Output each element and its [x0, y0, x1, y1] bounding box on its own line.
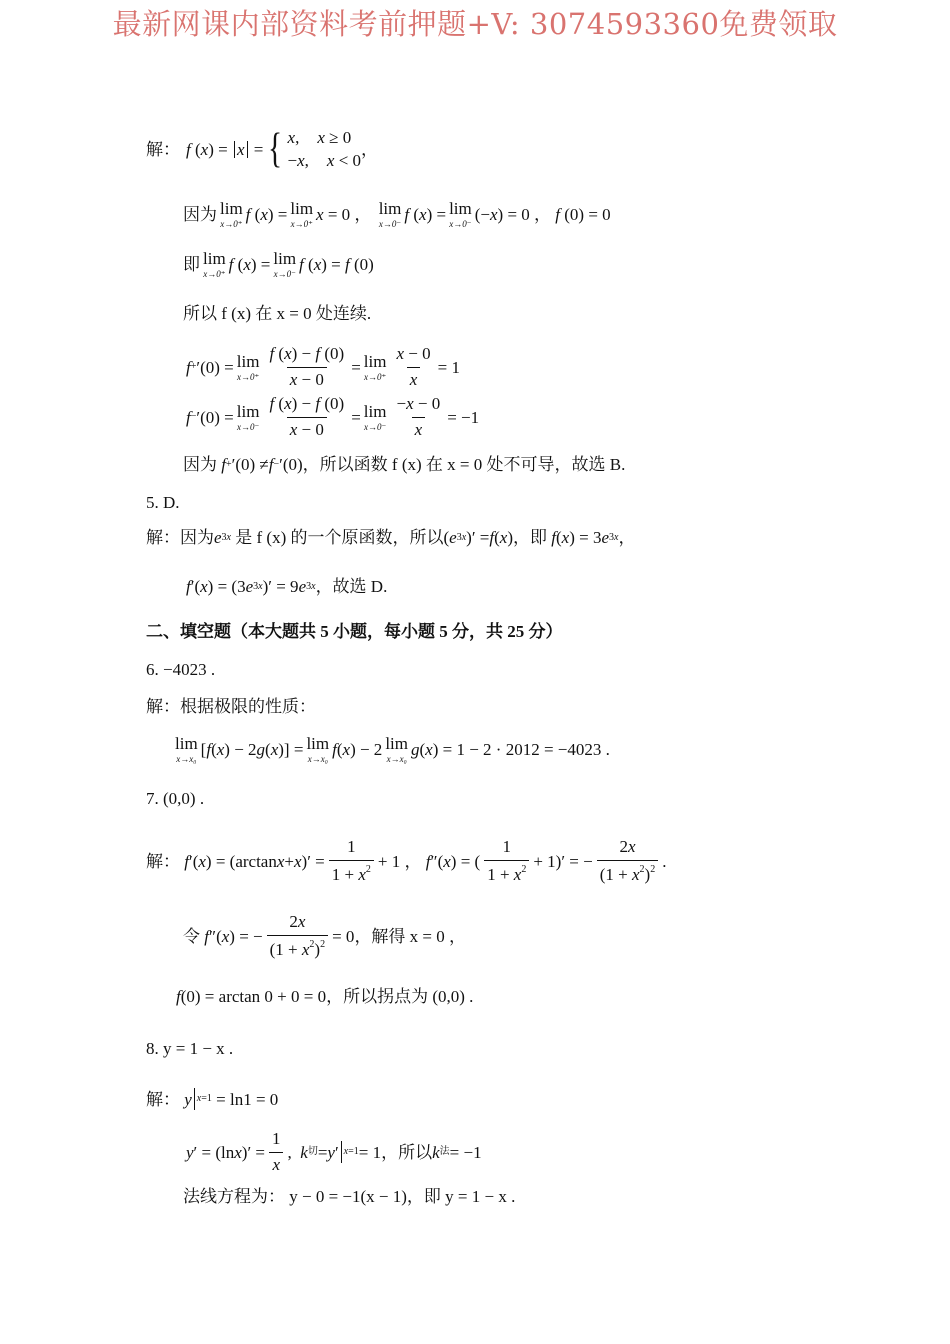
solution-label: 解：: [146, 139, 180, 159]
watermark-banner: 最新网课内部资料考前押题+V: 3074593360免费领取: [112, 7, 838, 41]
q4-continuity-line: 所以 f (x) 在 x = 0 处连续.: [183, 304, 372, 323]
q7-derivatives-line: 解： f ′( x ) = (arctan x + x )′ = $\frac{1}{1 + x^2}$ + 1 ， f ″( x ) = ( $\frac{1}{1 + x^2}$ + 1)′ = − $\frac{2x}{(1 + x^2)^2}$ .: [146, 837, 667, 884]
q8-value-line: 解： y x=1 = ln1 = 0: [146, 1089, 279, 1109]
q7-solve-line: 令 f ″( x ) = − $\frac{2x}{(1 + x^2)^2}$ = 0 ，解得 x = 0 ，: [183, 912, 467, 959]
section-heading: 二、填空题（本大题共 5 小题，每小题 5 分，共 25 分）: [146, 622, 563, 641]
q6-solution-intro: 解：根据极限的性质：: [146, 697, 316, 716]
q8-slope-line: y ′ = (ln x )′ = $\frac{1}{x}$ , k 切 = y ′ x=1 = 1 ，所以 k 法 = −1: [186, 1129, 482, 1174]
q8-normal-line: 法线方程为： y − 0 = −1(x − 1)，即 y = 1 − x .: [183, 1187, 516, 1206]
q4-equal-limits-line: 即 lim x→0⁺ f ( x ) = lim x→0⁻ f ( x ) = f (0): [183, 249, 374, 279]
q4-conclusion-line: 因为 f + ′(0) ≠ f − ′(0) ，所以函数 f (x) 在 x = 0 处不可导，故选 B.: [183, 455, 626, 474]
q7-answer: 7. (0,0) .: [146, 789, 205, 808]
q5-answer: 5. D.: [146, 493, 180, 512]
q7-inflection-line: f (0) = arctan 0 + 0 = 0 ，所以拐点为 (0,0) .: [176, 987, 474, 1006]
q6-answer: 6. −4023 .: [146, 660, 216, 679]
q4-limits-line: 因为 lim x→0⁺ f ( x ) = lim x→0⁺ x = 0 ， lim x→0⁻ f ( x ) = lim x→0⁻ (− x ) = 0 ， f (0) = 0: [183, 199, 611, 229]
q4-solution-line: 解： f ( x ) = x = { x, x ≥ 0 −x, x < 0 ，: [146, 126, 379, 172]
q6-limit-line: lim x→x₀ [ f ( x ) − 2 g ( x )] = lim x→x₀ f ( x ) − 2 lim x→x₀ g ( x ) = 1 − 2 · 2012 = −4023 .: [175, 734, 610, 764]
q8-answer: 8. y = 1 − x .: [146, 1039, 234, 1058]
q5-solution-line: 解：因为 e 3x 是 f (x) 的一个原函数，所以 ( e 3x )′ = f ( x ) ，即 f ( x ) = 3 e 3x ，: [146, 528, 636, 547]
q4-left-derivative: f − ′(0) = lim x→0⁻ $\frac{f (x) - f (0)}{x - 0}$ = lim x→0⁻ $\frac{-x - 0}{x}$ = −1: [186, 394, 480, 439]
q5-derivative-line: f ′( x ) = (3 e 3x )′ = 9 e 3x ，故选 D.: [186, 577, 388, 596]
piecewise-definition: { x, x ≥ 0 −x, x < 0: [268, 126, 362, 172]
q4-right-derivative: f + ′(0) = lim x→0⁺ $\frac{f (x) - f (0)}{x - 0}$ = lim x→0⁺ $\frac{x - 0}{x}$ = 1: [186, 344, 460, 389]
